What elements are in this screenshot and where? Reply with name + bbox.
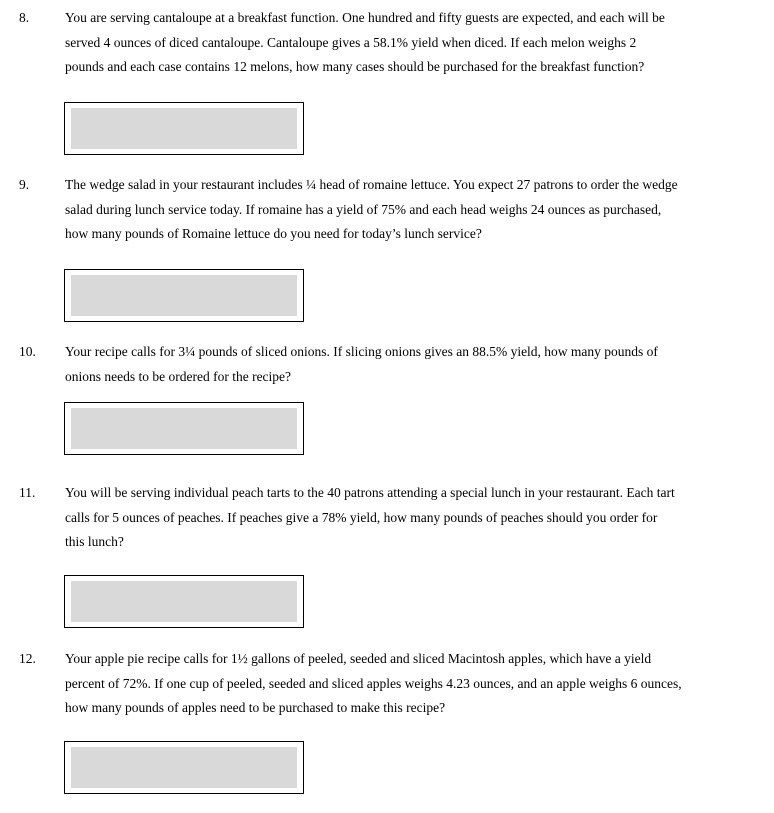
answer-box-11: [64, 575, 304, 628]
answer-box-9: [64, 269, 304, 322]
question-number: 11.: [19, 485, 36, 500]
question-number: 8.: [19, 10, 30, 25]
answer-field-12[interactable]: [71, 747, 297, 788]
answer-box-12: [64, 741, 304, 794]
answer-field-11[interactable]: [71, 581, 297, 622]
answer-box-10: [64, 402, 304, 455]
answer-box-8: [64, 102, 304, 155]
answer-field-10[interactable]: [71, 408, 297, 449]
question-text: You are serving cantaloupe at a breakfast function. One hundred and fifty guests are expected, and each will be served 4 ounces of diced cantaloupe. Cantaloupe gives a 58.1% yield when diced. If each melon weighs 2 pounds and each case contains 12 melons, how many cases should be purchased for the breakfast function?: [65, 10, 665, 74]
question-text: The wedge salad in your restaurant includes ¼ head of romaine lettuce. You expect 27 patrons to order the wedge salad during lunch service today. If romaine has a yield of 75% and each head weighs 24 ounces as purchased, how many pounds of Romaine lettuce do you need for today’s lunch service?: [65, 177, 678, 241]
question-number: 10.: [19, 344, 36, 359]
question-number: 9.: [19, 177, 30, 192]
question-text: You will be serving individual peach tarts to the 40 patrons attending a special lunch in your restaurant. Each tart calls for 5 ounces of peaches. If peaches give a 78% yield, how many pounds of peaches should you order for this lunch?: [65, 485, 675, 549]
answer-field-8[interactable]: [71, 108, 297, 149]
question-number: 12.: [19, 651, 36, 666]
answer-field-9[interactable]: [71, 275, 297, 316]
question-text: Your recipe calls for 3¼ pounds of sliced onions. If slicing onions gives an 88.5% yield, how many pounds of onions needs to be ordered for the recipe?: [65, 344, 658, 384]
question-text: Your apple pie recipe calls for 1½ gallons of peeled, seeded and sliced Macintosh apples, which have a yield percent of 72%. If one cup of peeled, seeded and sliced apples weighs 4.23 ounces, and an apple weighs 6 ounces, how many pounds of apples need to be purchased to make this recipe?: [65, 651, 682, 715]
